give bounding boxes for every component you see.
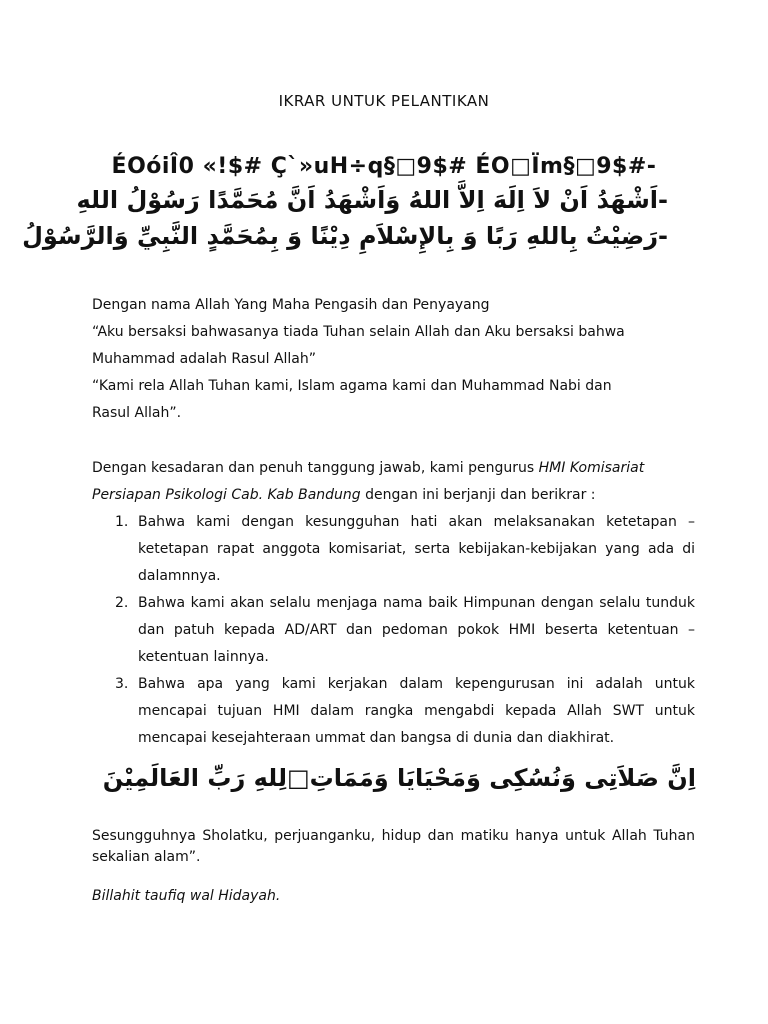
pledge-line (92, 455, 694, 482)
list-item-text: Bahwa kami akan selalu menjaga nama baik Himpunan dengan selalu tunduk dan patuh kepada AD/ART dan pedoman pokok HMI beserta ketentuan – ketentuan lainnya. (138, 595, 695, 665)
pledge-prefix: Dengan kesadaran dan penuh tanggung jawab, kami pengurus (92, 460, 539, 476)
arabic-syahadat-line: -اَشْهَدُ اَنْ لاَ اِلَهَ اِلاَّ اللهُ وَاَشْهَدُ اَنَّ مُحَمَّدًا رَسُوْلُ اللهِ (76, 186, 668, 214)
billahi-line: Billahit taufiq wal Hidayah. (92, 888, 281, 904)
intro-line: Dengan nama Allah Yang Maha Pengasih dan Penyayang (92, 297, 490, 313)
list-item-number: 1. (115, 514, 129, 530)
pledge-line (92, 482, 694, 509)
document-title: IKRAR UNTUK PELANTIKAN (278, 92, 490, 110)
list-item (92, 509, 695, 590)
pledge-points-list (92, 509, 695, 752)
closing-paragraph: Sesungguhnya Sholatku, perjuanganku, hidup dan matiku hanya untuk Allah Tuhan sekalian alam”. (92, 828, 695, 865)
list-item-text: Bahwa apa yang kami kerjakan dalam kepengurusan ini adalah untuk mencapai tujuan HMI dalam rangka mengabdi kepada Allah SWT untuk mencapai kesejahteraan ummat dan bangsa di dunia dan diakhirat. (138, 676, 695, 746)
list-item-number: 3. (115, 676, 129, 692)
organization-name: Persiapan Psikologi Cab. Kab Bandung (92, 487, 361, 503)
pledge-paragraph (92, 455, 694, 509)
list-item (92, 671, 695, 752)
intro-line: Muhammad adalah Rasul Allah” (92, 351, 316, 367)
arabic-ridha-line: -رَضِيْتُ بِاللهِ رَبًا وَ بِالإِسْلاَمِ دِيْنًا وَ بِمُحَمَّدٍ النَّبِيِّ وَالرَّسُوْلُ (22, 222, 668, 250)
intro-line: Rasul Allah”. (92, 405, 182, 421)
intro-paragraph (92, 292, 694, 427)
list-item-number: 2. (115, 595, 129, 611)
arabic-sholat-line: اِنَّ صَلاَتِى وَنُسُكِى وَمَحْيَايَا وَمَمَاتِ□لِلهِ رَبِّ العَالَمِيْنَ (102, 764, 696, 792)
pledge-suffix: dengan ini berjanji dan berikrar : (360, 487, 596, 503)
organization-name: HMI Komisariat (538, 460, 645, 476)
intro-line: “Aku bersaksi bahwasanya tiada Tuhan selain Allah dan Aku bersaksi bahwa (92, 324, 625, 340)
list-item-text: Bahwa kami dengan kesungguhan hati akan melaksanakan ketetapan – ketetapan rapat anggota komisariat, serta kebijakan-kebijakan yang ada di dalamnnya. (138, 514, 695, 584)
list-item (92, 590, 695, 671)
intro-line: “Kami rela Allah Tuhan kami, Islam agama kami dan Muhammad Nabi dan (92, 378, 612, 394)
garbled-font-line: ÉOóiÎ0 «!$# Ç`»uH÷q§□9$# ÉO□Ïm§□9$#- (111, 154, 657, 179)
